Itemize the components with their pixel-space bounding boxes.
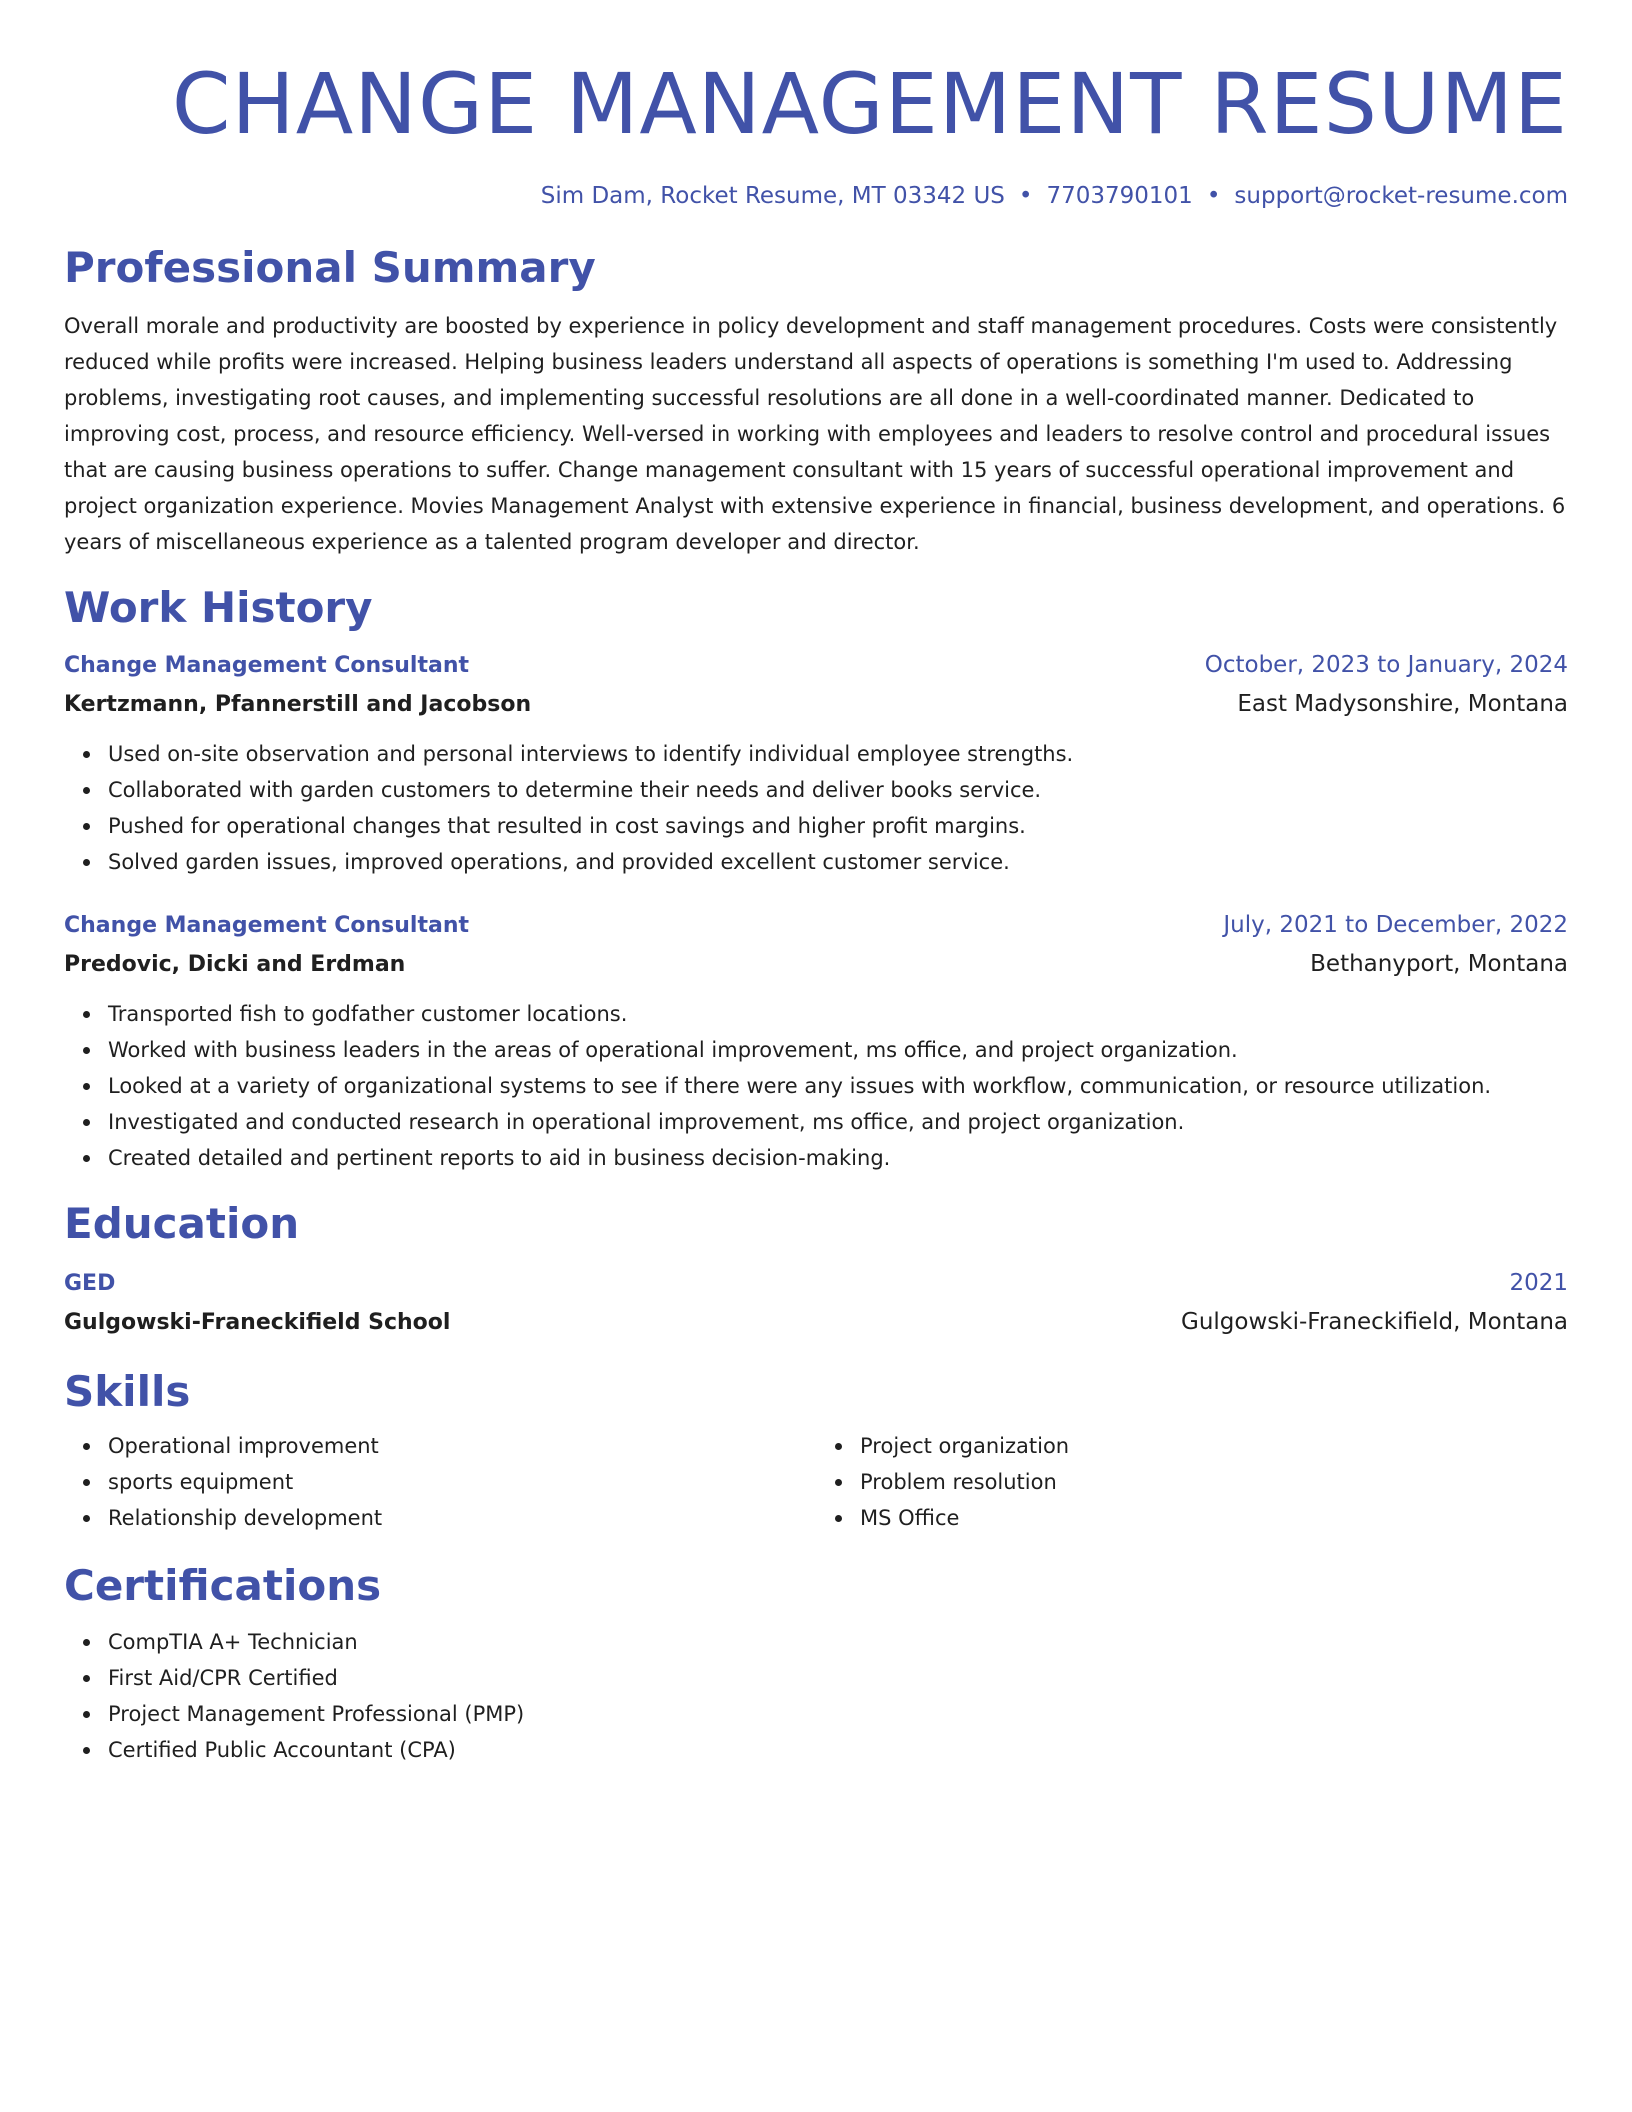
list-item: sports equipment <box>108 1464 816 1500</box>
certifications-section <box>64 1560 1568 1768</box>
list-item: Transported fish to godfather customer locations. <box>108 996 1568 1032</box>
contact-email: support@rocket-resume.com <box>1234 183 1568 209</box>
job-bullets <box>64 996 1568 1176</box>
contact-address: Sim Dam, Rocket Resume, MT 03342 US <box>540 183 1005 209</box>
summary-text: Overall morale and productivity are boosted by experience in policy development and staff management procedures. Costs were consistently reduced while profits were increased. Helping business leaders understand all aspects of operations is something I'm used to. Addressing problems, investigating root causes, and implementing successful resolutions are all done in a well-coordinated manner. Dedicated to improving cost, process, and resource efficiency. Well-versed in working with employees and leaders to resolve control and procedural issues that are causing business operations to suffer. Change management consultant with 15 years of successful operational improvement and project organization experience. Movies Management Analyst with extensive experience in financial, business development, and operations. 6 years of miscellaneous experience as a talented program developer and director. <box>64 314 1566 554</box>
list-item: MS Office <box>860 1500 1568 1536</box>
job-header-row <box>64 646 1568 685</box>
list-item: Project Management Professional (PMP) <box>108 1696 1568 1732</box>
skills-column-left <box>64 1428 816 1536</box>
job-entry <box>64 906 1568 1176</box>
job-location: East Madysonshire, Montana <box>1237 691 1568 717</box>
contact-separator: • <box>1018 183 1033 209</box>
skills-section <box>64 1366 1568 1536</box>
job-dates: July, 2021 to December, 2022 <box>1223 912 1568 938</box>
job-role: Change Management Consultant <box>64 653 470 678</box>
summary-section <box>64 242 1568 560</box>
job-company: Kertzmann, Pfannerstill and Jacobson <box>64 692 532 717</box>
list-item: Solved garden issues, improved operations, and provided excellent customer service. <box>108 844 1568 880</box>
contact-line <box>64 180 1568 212</box>
certifications-heading: Certifications <box>64 1561 382 1610</box>
work-history-heading: Work History <box>64 583 373 632</box>
job-header-row <box>64 906 1568 945</box>
education-year: 2021 <box>1509 1270 1568 1296</box>
list-item: Worked with business leaders in the areas of operational improvement, ms office, and project organization. <box>108 1032 1568 1068</box>
work-history-section <box>64 582 1568 1176</box>
list-item: Project organization <box>860 1428 1568 1464</box>
summary-heading: Professional Summary <box>64 243 596 292</box>
education-header-row <box>64 1264 1568 1303</box>
education-school-row <box>64 1303 1568 1342</box>
education-school: Gulgowski-Franeckifield School <box>64 1310 451 1335</box>
list-item: Collaborated with garden customers to determine their needs and deliver books service. <box>108 772 1568 808</box>
list-item: Looked at a variety of organizational systems to see if there were any issues with workflow, communication, or resource utilization. <box>108 1068 1568 1104</box>
list-item: CompTIA A+ Technician <box>108 1624 1568 1660</box>
job-bullets <box>64 736 1568 880</box>
education-section <box>64 1198 1568 1342</box>
list-item: Investigated and conducted research in operational improvement, ms office, and project organization. <box>108 1104 1568 1140</box>
education-degree: GED <box>64 1271 116 1296</box>
job-company: Predovic, Dicki and Erdman <box>64 952 406 977</box>
education-heading: Education <box>64 1199 300 1248</box>
education-location: Gulgowski-Franeckifield, Montana <box>1181 1309 1568 1335</box>
list-item: Problem resolution <box>860 1464 1568 1500</box>
job-company-row <box>64 685 1568 724</box>
list-item: Relationship development <box>108 1500 816 1536</box>
job-dates: October, 2023 to January, 2024 <box>1204 652 1568 678</box>
list-item: Used on-site observation and personal interviews to identify individual employee strengths. <box>108 736 1568 772</box>
list-item: Pushed for operational changes that resulted in cost savings and higher profit margins. <box>108 808 1568 844</box>
contact-phone: 7703790101 <box>1046 183 1193 209</box>
certifications-list <box>64 1624 1568 1768</box>
job-role: Change Management Consultant <box>64 913 470 938</box>
education-entry <box>64 1264 1568 1342</box>
skills-column-right <box>816 1428 1568 1536</box>
list-item: Created detailed and pertinent reports to aid in business decision-making. <box>108 1140 1568 1176</box>
job-entry <box>64 646 1568 880</box>
skills-grid <box>64 1428 1568 1536</box>
list-item: Operational improvement <box>108 1428 816 1464</box>
resume-title: CHANGE MANAGEMENT RESUME <box>171 55 1568 153</box>
job-location: Bethanyport, Montana <box>1310 951 1568 977</box>
job-company-row <box>64 945 1568 984</box>
contact-separator: • <box>1206 183 1221 209</box>
list-item: First Aid/CPR Certified <box>108 1660 1568 1696</box>
list-item: Certified Public Accountant (CPA) <box>108 1732 1568 1768</box>
skills-heading: Skills <box>64 1367 191 1416</box>
